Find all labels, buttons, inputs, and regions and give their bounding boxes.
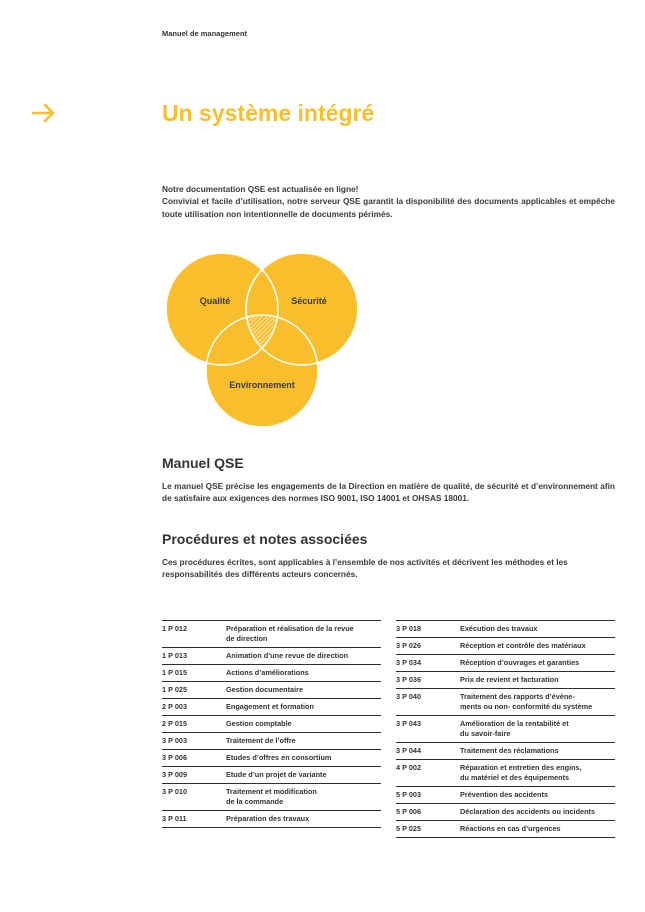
table-row (396, 803, 615, 820)
procedure-code: 5 P 006 (396, 807, 422, 816)
procedure-code: 3 P 026 (396, 641, 422, 650)
table-row (162, 620, 381, 647)
procedure-description: Traitement de l’offre (226, 736, 296, 745)
procedure-description: Actions d’améliorations (226, 668, 309, 677)
table-row (162, 681, 381, 698)
procedure-description: Amélioration de la rentabilité et du savoir-faire (460, 719, 569, 738)
procedure-code: 2 P 003 (162, 702, 188, 711)
procedure-description: Prix de revient et facturation (460, 675, 559, 684)
procedure-code: 5 P 003 (396, 790, 422, 799)
table-row (162, 664, 381, 681)
procedure-code: 3 P 011 (162, 814, 187, 823)
table-row (396, 820, 615, 838)
procedure-code: 2 P 015 (162, 719, 188, 728)
procedure-code: 3 P 018 (396, 624, 422, 633)
procedure-code: 3 P 040 (396, 692, 422, 701)
procedure-code: 3 P 006 (162, 753, 188, 762)
qse-venn-diagram (165, 252, 359, 428)
procedure-description: Réception d’ouvrages et garanties (460, 658, 580, 667)
procedure-code: 5 P 025 (396, 824, 422, 833)
table-row (396, 759, 615, 786)
table-row (162, 766, 381, 783)
procedure-description: Exécution des travaux (460, 624, 538, 633)
page-title: Un système intégré (162, 100, 375, 126)
procedure-description: Prévention des accidents (460, 790, 549, 799)
intro-line-2: Convivial et facile d’utilisation, notre serveur QSE garantit la disponibilité des documents applicables et empêche toute utilisation non intentionnelle de documents périmés. (162, 196, 615, 219)
procedure-code: 3 P 044 (396, 746, 422, 755)
table-row (396, 637, 615, 654)
table-row (162, 749, 381, 766)
venn-label-security: Sécurité (291, 296, 327, 306)
procedure-description: Etudes d’offres en consortium (226, 753, 332, 762)
procedure-description: Réactions en cas d’urgences (460, 824, 561, 833)
procedure-code: 3 P 043 (396, 719, 422, 728)
procedure-code: 1 P 013 (162, 651, 188, 660)
procedures-heading: Procédures et notes associées (162, 531, 368, 547)
procedure-description: Traitement et modification de la commande (226, 787, 317, 806)
venn-label-environment: Environnement (229, 380, 295, 390)
procedure-code: 3 P 034 (396, 658, 422, 667)
procedure-description: Engagement et formation (226, 702, 314, 711)
intro-line-1: Notre documentation QSE est actualisée en ligne! (162, 184, 359, 194)
procedure-code: 3 P 009 (162, 770, 188, 779)
procedures-text: Ces procédures écrites, sont applicables à l’ensemble de nos activités et décrivent les méthodes et les responsabilités des différents acteurs concernés. (162, 557, 568, 580)
manual-heading: Manuel QSE (162, 455, 244, 471)
procedure-description: Gestion documentaire (226, 685, 304, 694)
table-row (396, 786, 615, 803)
procedure-code: 1 P 015 (162, 668, 188, 677)
table-row (396, 654, 615, 671)
table-row (396, 742, 615, 759)
document-header: Manuel de management (162, 29, 248, 38)
intro-text (162, 183, 615, 220)
procedure-description: Etude d’un projet de variante (226, 770, 327, 779)
procedure-code: 4 P 002 (396, 763, 422, 772)
procedure-code: 1 P 025 (162, 685, 188, 694)
table-row (162, 698, 381, 715)
procedure-description: Réparation et entretien des engins, du matériel et des équipements (460, 763, 582, 782)
procedures-table-right (396, 620, 615, 838)
arrow-right-icon (31, 102, 57, 124)
procedure-code: 3 P 010 (162, 787, 188, 796)
table-row (162, 783, 381, 810)
procedure-code: 3 P 003 (162, 736, 188, 745)
procedure-description: Gestion comptable (226, 719, 292, 728)
procedure-description: Traitement des réclamations (460, 746, 559, 755)
procedure-description: Réception et contrôle des matériaux (460, 641, 586, 650)
table-row (162, 732, 381, 749)
procedure-code: 1 P 012 (162, 624, 188, 633)
table-row (396, 671, 615, 688)
procedure-description: Déclaration des accidents ou incidents (460, 807, 596, 816)
procedure-description: Animation d’une revue de direction (226, 651, 349, 660)
procedures-table-left (162, 620, 381, 828)
procedure-description: Préparation des travaux (226, 814, 310, 823)
table-row (396, 715, 615, 742)
table-row (162, 810, 381, 828)
table-row (396, 688, 615, 715)
venn-label-quality: Qualité (199, 296, 231, 306)
procedure-code: 3 P 036 (396, 675, 422, 684)
table-row (162, 647, 381, 664)
table-row (396, 620, 615, 637)
procedure-description: Préparation et réalisation de la revue de direction (226, 624, 354, 643)
procedure-description: Traitement des rapports d’évène- ments ou non- conformité du système (460, 692, 593, 711)
manual-text: Le manuel QSE précise les engagements de la Direction en matière de qualité, de sécurité et d’environnement afin de satisfaire aux exigences des normes ISO 9001, ISO 14001 et OHSAS 18001. (162, 481, 615, 504)
table-row (162, 715, 381, 732)
